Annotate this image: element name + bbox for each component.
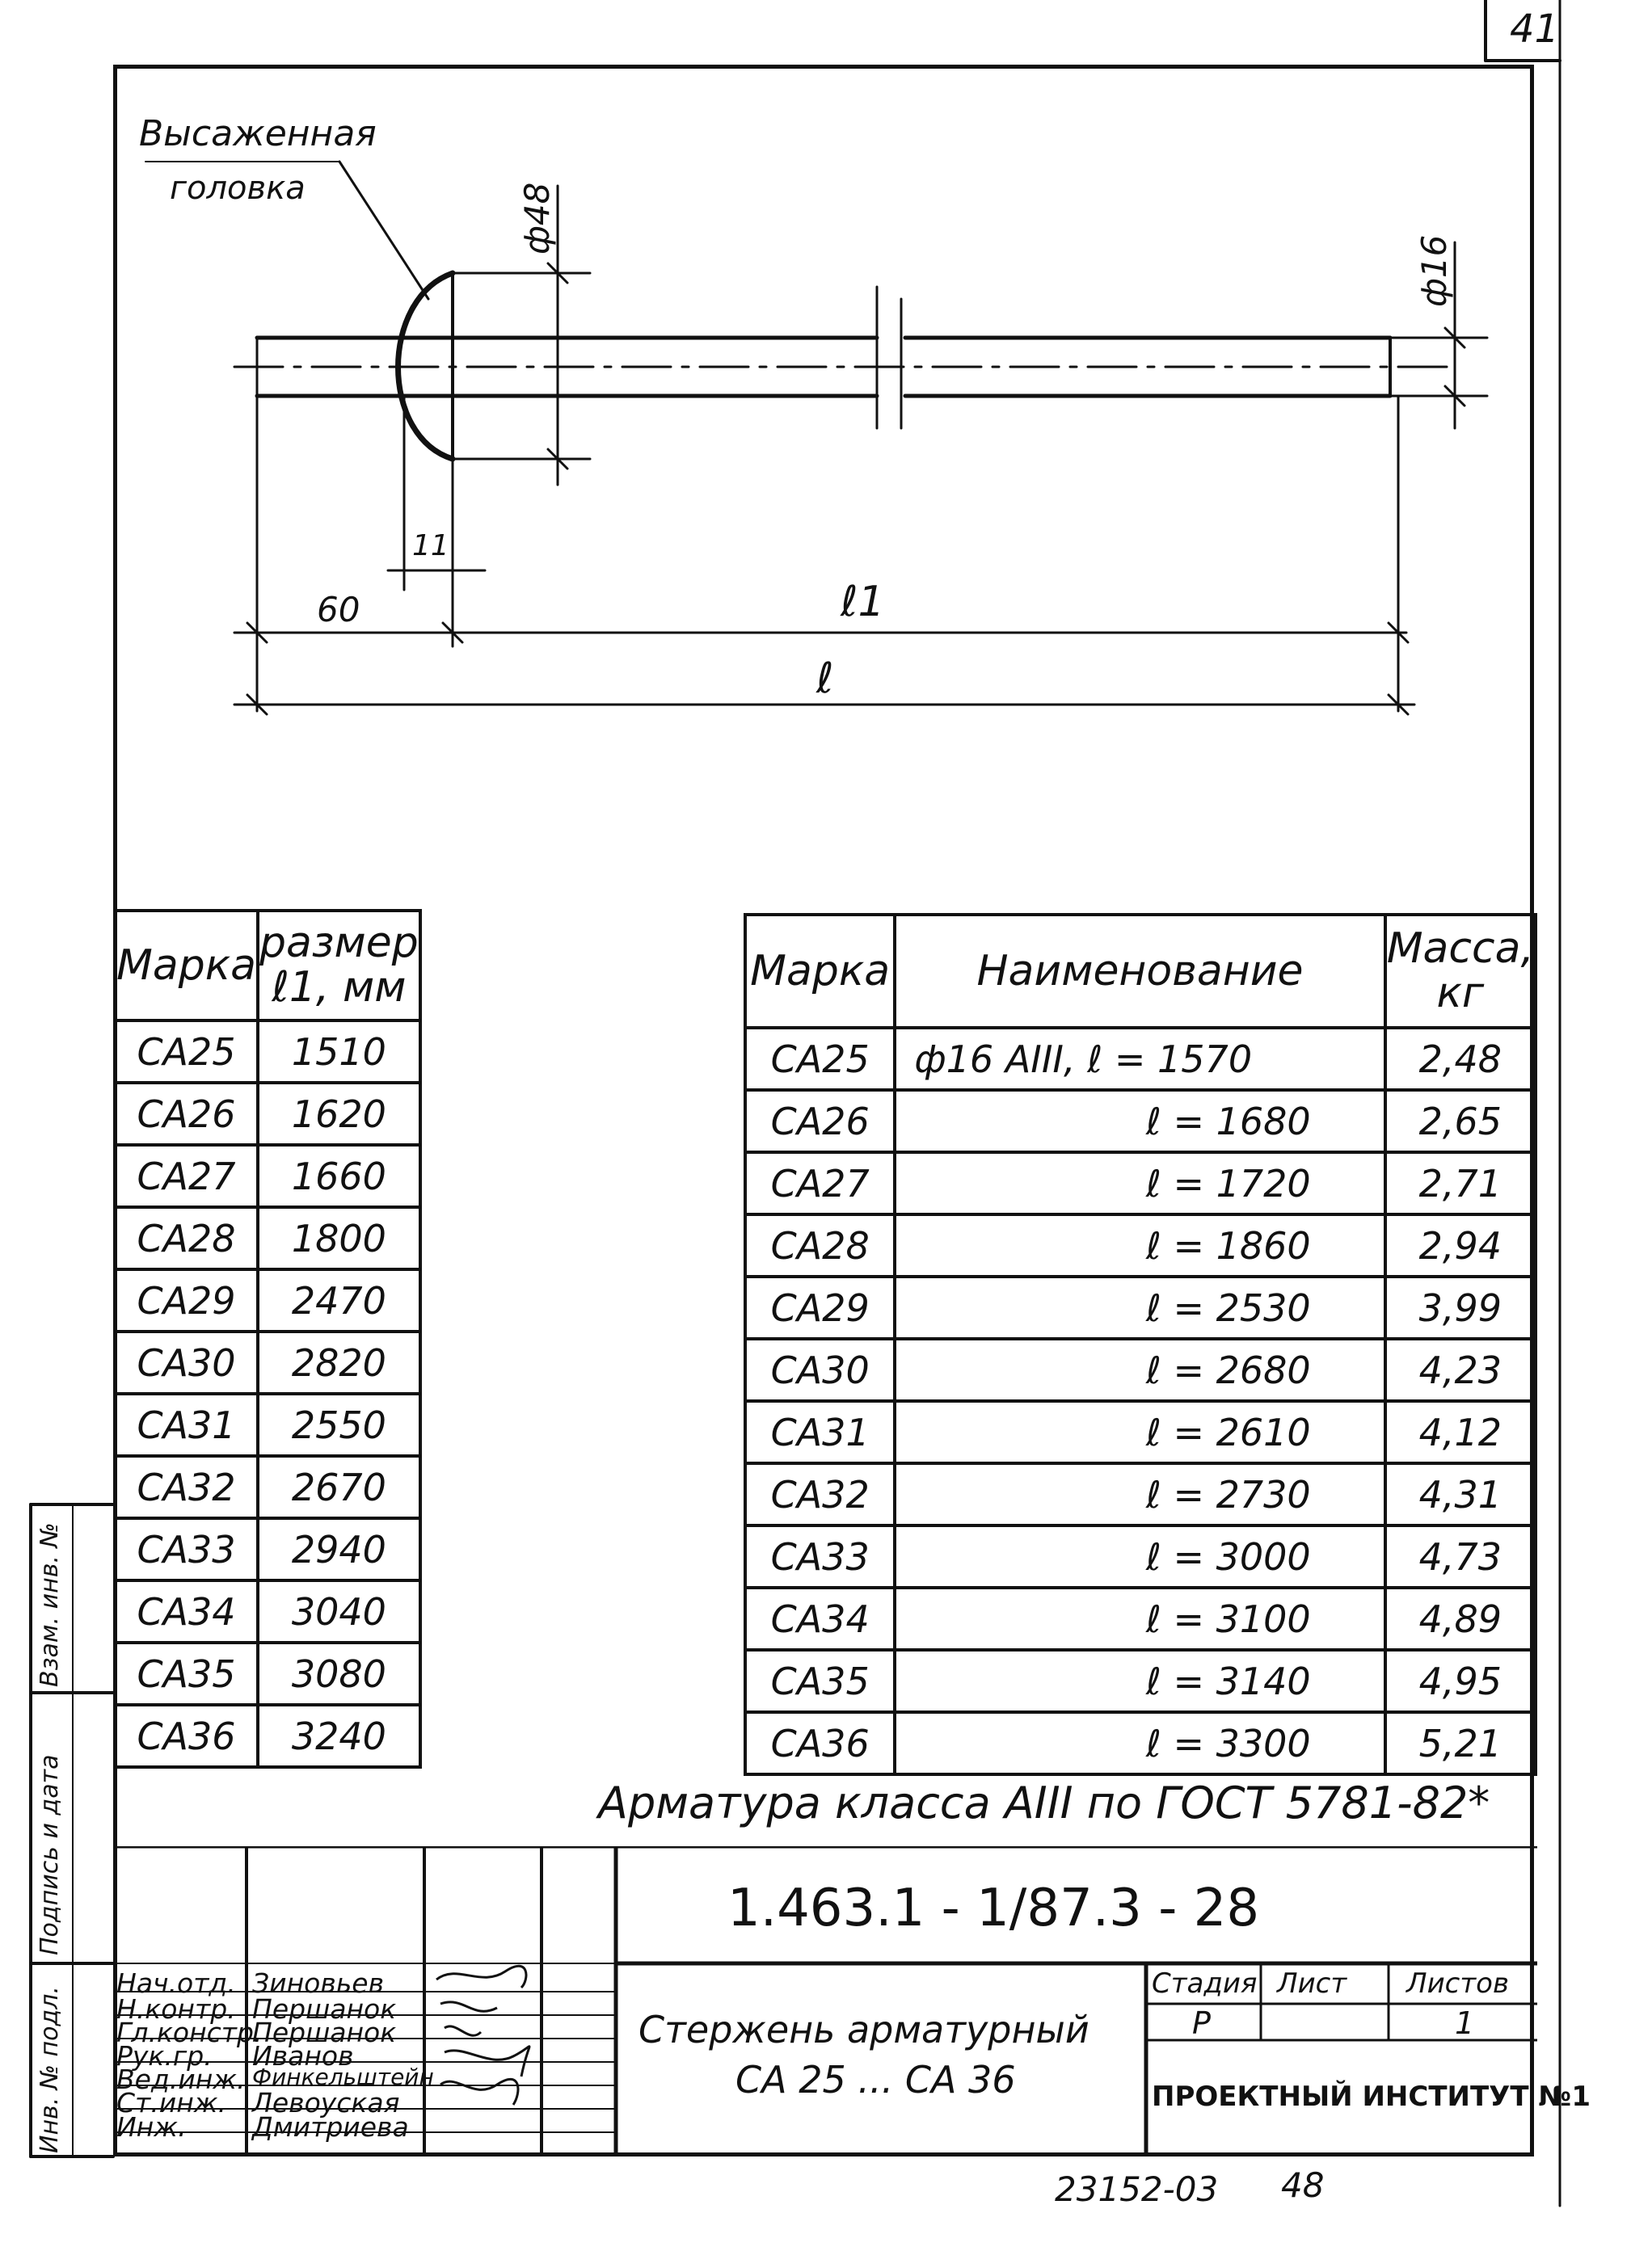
mark-cell: СА33 [115, 1518, 258, 1580]
staff-name: Першанок [252, 1993, 397, 2025]
table-row [115, 1518, 420, 1580]
material-note: Арматура класса АIII по ГОСТ 5781-82* [598, 1778, 1490, 1828]
mark-cell: СА34 [745, 1588, 895, 1650]
head-label-line1: Высаженная [139, 113, 377, 154]
table-row [115, 1456, 420, 1518]
page-number: 41 [1510, 6, 1560, 52]
staff-role: Ст.инж. [116, 2087, 226, 2119]
staff-name: Иванов [252, 2040, 354, 2072]
dim-head-height: 11 [412, 529, 449, 562]
dim-l1: ℓ1 [841, 578, 885, 626]
size-cell: 3080 [258, 1643, 420, 1705]
size-cell: 2550 [258, 1394, 420, 1456]
mark-cell: СА35 [115, 1643, 258, 1705]
table-row [745, 1339, 1536, 1401]
side-signature-date: Подпись и дата [36, 1754, 64, 1955]
size-cell: 2470 [258, 1269, 420, 1332]
staff-name: Левоуская [252, 2087, 400, 2119]
spec-header-mark: Марка [745, 915, 895, 1028]
name-cell: ℓ = 1860 [895, 1214, 1384, 1277]
name-cell: ℓ = 1680 [895, 1090, 1384, 1152]
size-cell: 3040 [258, 1580, 420, 1643]
staff-role: Инж. [116, 2111, 187, 2143]
mark-cell: СА27 [745, 1152, 895, 1214]
table-row [115, 1580, 420, 1643]
name-cell: ℓ = 3300 [895, 1712, 1384, 1774]
name-cell: ℓ = 3140 [895, 1650, 1384, 1712]
mass-cell: 3,99 [1385, 1277, 1536, 1339]
mark-cell: СА28 [115, 1207, 258, 1269]
table-row [745, 1090, 1536, 1152]
name-cell: ℓ = 3100 [895, 1588, 1384, 1650]
staff-role: Гл.констр. [116, 2017, 263, 2048]
table-row [745, 1214, 1536, 1277]
size-cell: 1800 [258, 1207, 420, 1269]
spec-header-name: Наименование [895, 915, 1384, 1028]
mark-cell: СА28 [745, 1214, 895, 1277]
mark-cell: СА25 [115, 1020, 258, 1083]
mark-cell: СА34 [115, 1580, 258, 1643]
size-cell: 2820 [258, 1332, 420, 1394]
table-row [115, 1643, 420, 1705]
staff-name: Першанок [252, 2017, 397, 2048]
table-row [115, 1020, 420, 1083]
dim-l: ℓ [816, 654, 834, 703]
head-label-line2: головка [170, 170, 306, 207]
table-row [115, 1269, 420, 1332]
mass-cell: 2,65 [1385, 1090, 1536, 1152]
table-row [745, 1152, 1536, 1214]
table-row [745, 1401, 1536, 1463]
mark-cell: СА32 [115, 1456, 258, 1518]
mark-cell: СА31 [745, 1401, 895, 1463]
sizes-header-mark: Марка [115, 911, 258, 1020]
footer-page-ref: 48 [1281, 2165, 1325, 2205]
mass-cell: 4,89 [1385, 1588, 1536, 1650]
staff-name: Финкельштейн [252, 2064, 434, 2090]
staff-role: Нач.отд. [116, 1967, 236, 1999]
sizes-header-size-line1: размер [259, 919, 419, 968]
name-cell: ℓ = 1720 [895, 1152, 1384, 1214]
mark-cell: СА31 [115, 1394, 258, 1456]
dim-head-diameter: ф48 [517, 182, 557, 255]
table-row [115, 1083, 420, 1145]
name-cell: ℓ = 2730 [895, 1463, 1384, 1525]
sheet-label: Лист [1277, 1967, 1347, 2000]
title-block [113, 1846, 1591, 2156]
dim-head-length: 60 [317, 590, 360, 629]
sizes-table [113, 909, 422, 1769]
mark-cell: СА33 [745, 1525, 895, 1588]
mass-cell: 4,12 [1385, 1401, 1536, 1463]
sizes-header-size-line2: ℓ1, мм [272, 963, 407, 1012]
staff-role: Рук.гр. [116, 2040, 213, 2072]
size-cell: 3240 [258, 1705, 420, 1767]
mark-cell: СА36 [115, 1705, 258, 1767]
mass-cell: 2,48 [1385, 1028, 1536, 1090]
stage-label: Стадия [1152, 1967, 1258, 2000]
spec-table [744, 913, 1537, 1776]
staff-role: Вед.инж. [116, 2064, 246, 2095]
spec-header-mass-line1: Масса, [1386, 924, 1534, 974]
size-cell: 1660 [258, 1145, 420, 1207]
name-cell: ф16 АIII, ℓ = 1570 [895, 1028, 1384, 1090]
staff-role: Н.контр. [116, 1993, 236, 2025]
size-cell: 1620 [258, 1083, 420, 1145]
table-row [745, 1525, 1536, 1588]
sheets-value: 1 [1455, 2005, 1475, 2041]
name-cell: ℓ = 2610 [895, 1401, 1384, 1463]
mark-cell: СА29 [115, 1269, 258, 1332]
size-cell: 1510 [258, 1020, 420, 1083]
table-row [115, 1705, 420, 1767]
spec-header-mass-line2: кг [1436, 969, 1485, 1017]
mass-cell: 2,94 [1385, 1214, 1536, 1277]
staff-name: Зиновьев [252, 1967, 385, 1999]
side-inv-replace: Взам. инв. № [36, 1522, 64, 1687]
table-row [115, 1145, 420, 1207]
organization-name: ПРОЕКТНЫЙ ИНСТИТУТ №1 [1152, 2081, 1591, 2113]
mass-cell: 4,73 [1385, 1525, 1536, 1588]
size-cell: 2670 [258, 1456, 420, 1518]
mark-cell: СА30 [115, 1332, 258, 1394]
size-cell: 2940 [258, 1518, 420, 1580]
mark-cell: СА32 [745, 1463, 895, 1525]
mark-cell: СА35 [745, 1650, 895, 1712]
mark-cell: СА25 [745, 1028, 895, 1090]
signatures-graphic [424, 1963, 546, 2157]
mass-cell: 2,71 [1385, 1152, 1536, 1214]
mass-cell: 4,31 [1385, 1463, 1536, 1525]
mark-cell: СА30 [745, 1339, 895, 1401]
mark-cell: СА29 [745, 1277, 895, 1339]
mass-cell: 4,23 [1385, 1339, 1536, 1401]
name-cell: ℓ = 2680 [895, 1339, 1384, 1401]
table-row [745, 1588, 1536, 1650]
mass-cell: 5,21 [1385, 1712, 1536, 1774]
table-row [115, 1207, 420, 1269]
table-row [115, 1394, 420, 1456]
sheets-label: Листов [1406, 1967, 1510, 2000]
table-row [745, 1463, 1536, 1525]
spec-header-mass [1385, 915, 1536, 1028]
mark-cell: СА36 [745, 1712, 895, 1774]
table-row [745, 1277, 1536, 1339]
drawing-title-line2: СА 25 ... СА 36 [735, 2058, 1016, 2102]
mark-cell: СА27 [115, 1145, 258, 1207]
table-row [745, 1712, 1536, 1774]
mark-cell: СА26 [745, 1090, 895, 1152]
side-inv-orig: Инв. № подл. [36, 1986, 64, 2153]
mark-cell: СА26 [115, 1083, 258, 1145]
mass-cell: 4,95 [1385, 1650, 1536, 1712]
stage-value: Р [1192, 2005, 1211, 2041]
drawing-title-line1: Стержень арматурный [638, 2008, 1089, 2051]
name-cell: ℓ = 2530 [895, 1277, 1384, 1339]
table-row [115, 1332, 420, 1394]
name-cell: ℓ = 3000 [895, 1525, 1384, 1588]
table-row [745, 1028, 1536, 1090]
dim-rod-diameter: ф16 [1414, 234, 1454, 307]
staff-name: Дмитриева [252, 2111, 409, 2143]
doc-code: 1.463.1 - 1/87.3 - 28 [727, 1879, 1260, 1938]
archive-number: 23152-03 [1055, 2169, 1219, 2209]
table-row [745, 1650, 1536, 1712]
sizes-header-size [258, 911, 420, 1020]
